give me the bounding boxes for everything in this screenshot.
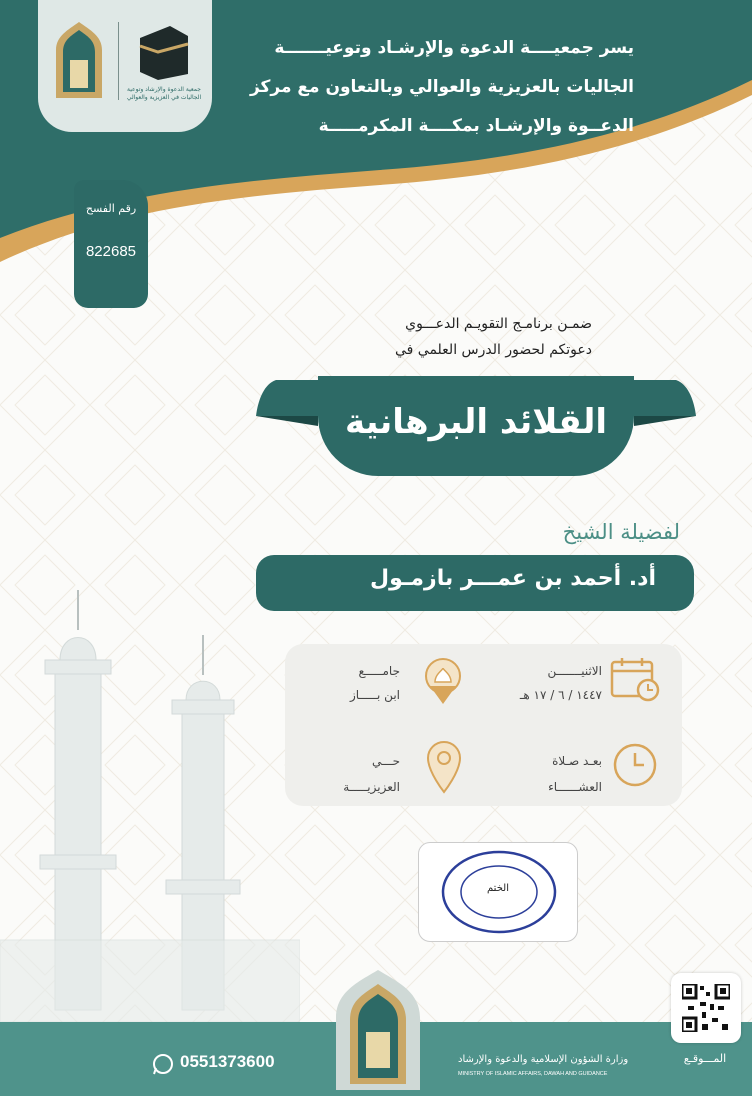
qr-code-card[interactable] — [671, 973, 741, 1043]
header-line-1: يسر جمعيــــة الدعوة والإرشـاد وتوعيـــــــة — [274, 38, 634, 58]
header-line-2: الجاليات بالعزيزية والعوالي وبالتعاون مع مركز — [249, 77, 634, 97]
area-label: حـــي — [372, 754, 400, 768]
ministry-name-en: MINISTRY OF ISLAMIC AFFAIRS, DAWAH AND GUIDANCE — [458, 1071, 608, 1077]
map-pin-icon — [424, 740, 464, 794]
qr-code-icon — [682, 984, 730, 1032]
day-text: الاثنيـــــــن — [547, 664, 602, 678]
clock-icon — [612, 742, 658, 788]
permit-ribbon — [74, 180, 148, 308]
time-line-1: بعـد صـلاة — [552, 754, 602, 768]
header-line-3: الدعــوة والإرشـاد بمكــــة المكرمـــــة — [318, 116, 634, 136]
place-label: جامـــــع — [358, 664, 400, 678]
lesson-title: القلائد البرهانية — [344, 402, 607, 442]
stamp-card — [418, 842, 578, 942]
place-name: ابن بـــــاز — [350, 688, 400, 702]
minarets-illustration — [0, 580, 300, 1022]
stamp-label: الختم — [487, 883, 509, 894]
time-line-2: العشــــــاء — [548, 780, 602, 794]
intro-line-1: ضمـن برنامـج التقويـم الدعـــوي — [405, 316, 592, 332]
mosque-emblem-icon — [50, 20, 108, 100]
sheikh-name: أد. أحمد بن عمـــر بازمـول — [370, 566, 656, 591]
sheikh-label: لفضيلة الشيخ — [562, 520, 680, 544]
kaaba-icon — [130, 18, 192, 82]
permit-label: رقم الفسح — [85, 202, 137, 215]
calendar-icon — [610, 656, 660, 702]
location-label: المـــوقـع — [683, 1052, 727, 1065]
date-text: ١٤٤٧ / ٦ / ١٧ هـ — [519, 688, 602, 702]
intro-line-2: دعوتكم لحضور الدرس العلمي في — [394, 342, 592, 358]
org-logo-card — [38, 0, 212, 132]
mosque-location-icon — [422, 656, 464, 706]
area-name: العزيزيـــــة — [343, 780, 400, 794]
ministry-emblem-icon — [332, 968, 424, 1092]
ministry-name-ar: وزارة الشؤون الإسلامية والدعوة والإرشاد — [458, 1054, 629, 1065]
org-logo-text: جمعية الدعوة والإرشاد وتوعية الجاليات في العزيزية والعوالي — [126, 86, 202, 101]
permit-number: 822685 — [85, 243, 137, 260]
logo-divider — [118, 22, 119, 100]
whatsapp-icon — [152, 1053, 174, 1075]
phone-number: 0551373600 — [180, 1052, 275, 1071]
